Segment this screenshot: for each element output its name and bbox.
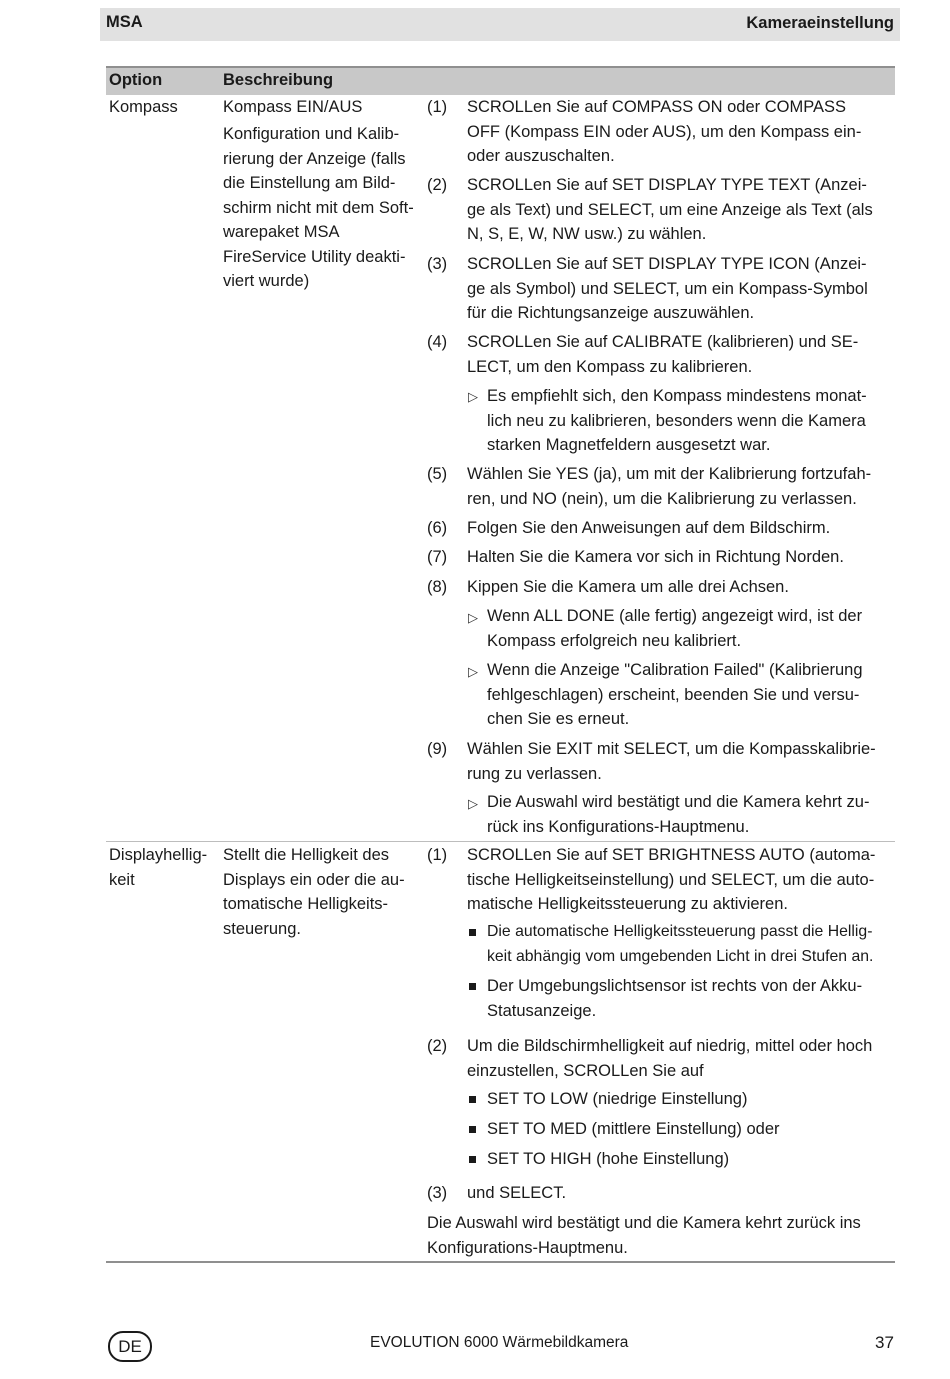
brand-label: MSA <box>106 13 143 31</box>
step-number: (1) <box>427 98 448 116</box>
desc-kompass-title: Kompass EIN/AUS <box>223 98 363 116</box>
step-number: (3) <box>427 255 448 273</box>
bullet-text: SET TO LOW (niedrige Einstellung) <box>487 1090 748 1108</box>
page-header <box>100 8 900 41</box>
step-text: Folgen Sie den Anweisungen auf dem Bildschirm. <box>467 519 831 537</box>
bullet-square-icon <box>469 1126 476 1133</box>
note-text: Die Auswahl wird bestätigt und die Kamera kehrt zu- rück ins Konfigurations-Hauptmenu. <box>487 793 870 836</box>
section-title: Kameraeinstellung <box>746 14 894 32</box>
step-text: Kippen Sie die Kamera um alle drei Achsen. <box>467 578 789 596</box>
bullet-square-icon <box>469 983 476 990</box>
language-badge: DE <box>108 1331 152 1362</box>
step-text: SCROLLen Sie auf SET BRIGHTNESS AUTO (automa- tische Helligkeitseinstellung) und SELECT, um die auto- matische Helligkeitssteuerung zu aktivieren. <box>467 846 876 913</box>
triangle-marker-icon: ▷ <box>468 610 478 625</box>
bullet-square-icon <box>469 1096 476 1103</box>
row-divider <box>106 841 895 842</box>
triangle-marker-icon: ▷ <box>468 389 478 404</box>
note-text: Wenn ALL DONE (alle fertig) angezeigt wird, ist der Kompass erfolgreich neu kalibriert. <box>487 607 863 650</box>
step-number: (4) <box>427 333 448 351</box>
column-header-description: Beschreibung <box>223 71 334 89</box>
step-number: (7) <box>427 548 448 566</box>
step-text: SCROLLen Sie auf COMPASS ON oder COMPASS OFF (Kompass EIN oder AUS), um den Kompass ein- oder auszuschalten. <box>467 98 862 165</box>
step-number: (1) <box>427 846 448 864</box>
option-display-brightness: Displayhellig- keit <box>109 846 208 889</box>
desc-display-brightness: Stellt die Helligkeit des Displays ein oder die au- tomatische Helligkeits- steuerung. <box>223 846 405 938</box>
bullet-text: SET TO HIGH (hohe Einstellung) <box>487 1150 730 1168</box>
step-text: Wählen Sie EXIT mit SELECT, um die Kompasskalibrie- rung zu verlassen. <box>467 740 876 783</box>
footer-title: EVOLUTION 6000 Wärmebildkamera <box>370 1334 629 1351</box>
triangle-marker-icon: ▷ <box>468 796 478 811</box>
step-number: (8) <box>427 578 448 596</box>
option-kompass: Kompass <box>109 98 178 116</box>
step-text: SCROLLen Sie auf CALIBRATE (kalibrieren) und SE- LECT, um den Kompass zu kalibrieren. <box>467 333 859 376</box>
step-text: Wählen Sie YES (ja), um mit der Kalibrierung fortzufah- ren, und NO (nein), um die Kalibrierung zu verlassen. <box>467 465 872 508</box>
column-header-option: Option <box>109 71 163 89</box>
bullet-square-icon <box>469 929 476 936</box>
note-text: Es empfiehlt sich, den Kompass mindestens monat- lich neu zu kalibrieren, besonders wenn die Kamera starken Magnetfeldern ausgesetzt war. <box>487 387 867 454</box>
triangle-marker-icon: ▷ <box>468 664 478 679</box>
step-number: (3) <box>427 1184 448 1202</box>
bullet-square-icon <box>469 1156 476 1163</box>
step-text: Um die Bildschirmhelligkeit auf niedrig, mittel oder hoch einzustellen, SCROLLen Sie auf <box>467 1037 873 1080</box>
step-text: SCROLLen Sie auf SET DISPLAY TYPE TEXT (Anzei- ge als Text) und SELECT, um eine Anzeige als Text (als N, S, E, W, NW usw.) zu wählen. <box>467 176 873 243</box>
closing-text: Die Auswahl wird bestätigt und die Kamera kehrt zurück ins Konfigurations-Hauptmenu. <box>427 1214 861 1257</box>
bullet-text: Der Umgebungslichtsensor ist rechts von der Akku- Statusanzeige. <box>487 977 863 1020</box>
step-number: (6) <box>427 519 448 537</box>
step-number: (2) <box>427 176 448 194</box>
note-text: Wenn die Anzeige "Calibration Failed" (Kalibrierung fehlgeschlagen) erscheint, beenden Sie und versu- chen Sie es erneut. <box>487 661 863 728</box>
step-number: (9) <box>427 740 448 758</box>
bullet-text: Die automatische Helligkeitssteuerung passt die Hellig- keit abhängig vom umgebenden Licht in drei Stufen an. <box>487 923 874 965</box>
step-text: SCROLLen Sie auf SET DISPLAY TYPE ICON (Anzei- ge als Symbol) und SELECT, um ein Kompass-Symbol für die Richtungsanzeige auszuwählen. <box>467 255 868 322</box>
desc-kompass-text: Konfiguration und Kalib- rierung der Anzeige (falls die Einstellung am Bild- schirm nicht mit dem Soft- warepaket MSA FireService Utility deakti- viert wurde) <box>223 125 414 290</box>
step-number: (2) <box>427 1037 448 1055</box>
page-number: 37 <box>875 1333 894 1352</box>
table-bottom-rule <box>106 1261 895 1263</box>
step-number: (5) <box>427 465 448 483</box>
table-header <box>106 66 895 95</box>
step-text: Halten Sie die Kamera vor sich in Richtung Norden. <box>467 548 844 566</box>
step-text: und SELECT. <box>467 1184 567 1202</box>
bullet-text: SET TO MED (mittlere Einstellung) oder <box>487 1120 780 1138</box>
